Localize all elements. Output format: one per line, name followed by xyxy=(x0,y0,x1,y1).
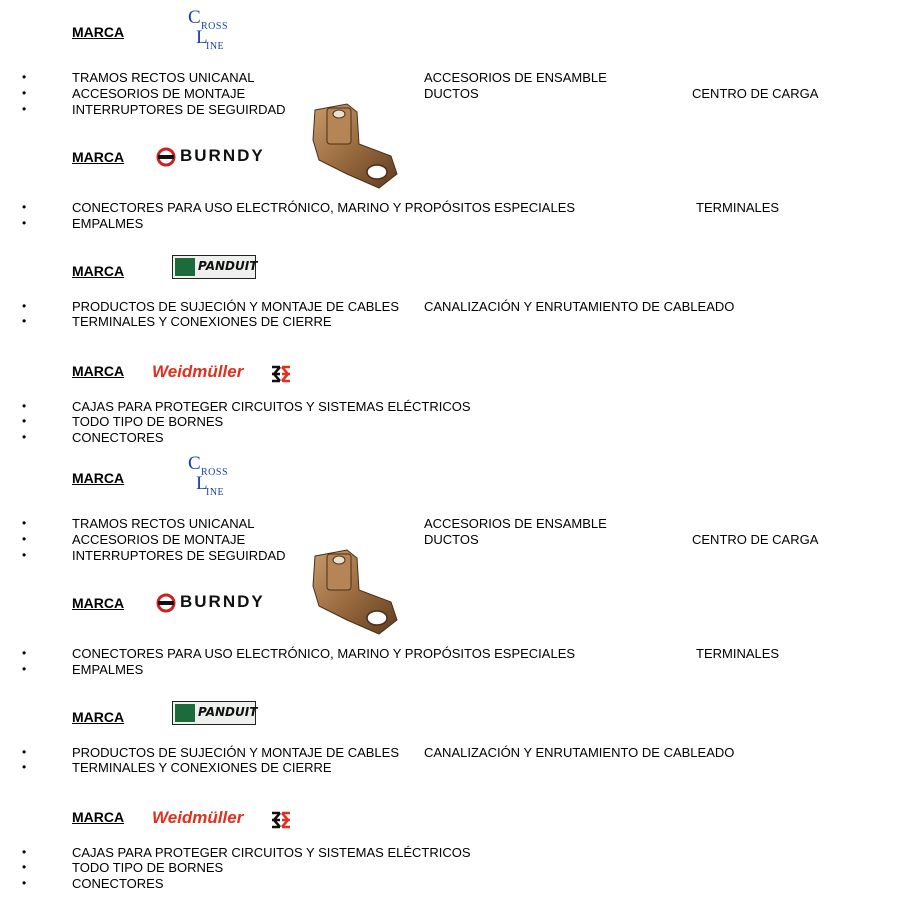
marca-label-burndy: MARCA xyxy=(72,149,125,165)
weidmuller-emblem-icon xyxy=(270,811,292,829)
crossline-logo-ross: ROSS xyxy=(201,21,229,32)
bullet: • xyxy=(22,86,27,100)
weidmuller-logo xyxy=(152,809,297,833)
bullet: • xyxy=(22,662,27,676)
list-item: DUCTOS xyxy=(424,532,479,547)
bullet: • xyxy=(22,646,27,660)
list-item: CAJAS PARA PROTEGER CIRCUITOS Y SISTEMAS ELÉCTRICOS xyxy=(72,399,471,414)
list-item: PRODUCTOS DE SUJECIÓN Y MONTAJE DE CABLES xyxy=(72,745,399,760)
bullet: • xyxy=(22,532,27,546)
burndy-emblem-icon xyxy=(156,147,176,167)
burndy-logo xyxy=(156,145,281,169)
marca-label-weidmuller: MARCA xyxy=(72,363,125,379)
bullet: • xyxy=(22,102,27,116)
list-item: CANALIZACIÓN Y ENRUTAMIENTO DE CABLEADO xyxy=(424,745,735,760)
list-item: DUCTOS xyxy=(424,86,479,101)
crossline-logo-ine: INE xyxy=(206,41,225,52)
panduit-logo xyxy=(172,255,256,279)
marca-label-panduit: MARCA xyxy=(72,709,125,725)
bullet: • xyxy=(22,299,27,313)
list-item: TODO TIPO DE BORNES xyxy=(72,414,224,429)
list-item: CAJAS PARA PROTEGER CIRCUITOS Y SISTEMAS ELÉCTRICOS xyxy=(72,845,471,860)
list-item: CONECTORES xyxy=(72,876,164,891)
bullet: • xyxy=(22,745,27,759)
marca-label-panduit: MARCA xyxy=(72,263,125,279)
bullet: • xyxy=(22,430,27,444)
bullet: • xyxy=(22,200,27,214)
list-item: CONECTORES PARA USO ELECTRÓNICO, MARINO Y PROPÓSITOS ESPECIALES xyxy=(72,646,576,661)
list-item: TERMINALES xyxy=(696,200,780,215)
list-item: INTERRUPTORES DE SEGUIRDAD xyxy=(72,102,286,117)
marca-label-burndy: MARCA xyxy=(72,595,125,611)
list-item: CONECTORES xyxy=(72,430,164,445)
crossline-logo-ross: ROSS xyxy=(201,467,229,478)
copper-lug-image xyxy=(307,546,399,638)
bullet: • xyxy=(22,516,27,530)
list-item: EMPALMES xyxy=(72,216,144,231)
list-item: ACCESORIOS DE MONTAJE xyxy=(72,532,246,547)
list-item: CANALIZACIÓN Y ENRUTAMIENTO DE CABLEADO xyxy=(424,299,735,314)
list-item: TRAMOS RECTOS UNICANAL xyxy=(72,516,255,531)
list-item: ACCESORIOS DE ENSAMBLE xyxy=(424,70,607,85)
list-item: ACCESORIOS DE MONTAJE xyxy=(72,86,246,101)
bullet: • xyxy=(22,70,27,84)
crossline-logo xyxy=(188,7,248,52)
copper-lug-image xyxy=(307,100,399,192)
list-item: CENTRO DE CARGA xyxy=(692,86,819,101)
panduit-wordmark: PANDUIT xyxy=(198,259,258,273)
list-item: INTERRUPTORES DE SEGUIRDAD xyxy=(72,548,286,563)
bullet: • xyxy=(22,399,27,413)
panduit-emblem-icon xyxy=(175,704,195,722)
burndy-emblem-icon xyxy=(156,593,176,613)
list-item: EMPALMES xyxy=(72,662,144,677)
bullet: • xyxy=(22,548,27,562)
weidmuller-emblem-icon xyxy=(270,365,292,383)
crossline-logo-c: C xyxy=(188,7,201,28)
bullet: • xyxy=(22,760,27,774)
list-item: TERMINALES Y CONEXIONES DE CIERRE xyxy=(72,760,332,775)
list-item: TERMINALES Y CONEXIONES DE CIERRE xyxy=(72,314,332,329)
weidmuller-logo xyxy=(152,363,297,387)
marca-label-crossline: MARCA xyxy=(72,24,125,40)
burndy-wordmark: BURNDY xyxy=(180,146,265,165)
bullet: • xyxy=(22,414,27,428)
weidmuller-wordmark: Weidmüller xyxy=(152,362,244,381)
marca-label-crossline: MARCA xyxy=(72,470,125,486)
bullet: • xyxy=(22,860,27,874)
bullet: • xyxy=(22,876,27,890)
bullet: • xyxy=(22,845,27,859)
crossline-logo-ine: INE xyxy=(206,487,225,498)
list-item: TRAMOS RECTOS UNICANAL xyxy=(72,70,255,85)
crossline-logo-l: L xyxy=(196,27,208,48)
crossline-logo-c: C xyxy=(188,453,201,474)
bullet: • xyxy=(22,314,27,328)
burndy-wordmark: BURNDY xyxy=(180,592,265,611)
bullet: • xyxy=(22,216,27,230)
list-item: PRODUCTOS DE SUJECIÓN Y MONTAJE DE CABLES xyxy=(72,299,399,314)
crossline-logo xyxy=(188,453,248,498)
marca-label-weidmuller: MARCA xyxy=(72,809,125,825)
panduit-emblem-icon xyxy=(175,258,195,276)
list-item: CENTRO DE CARGA xyxy=(692,532,819,547)
weidmuller-wordmark: Weidmüller xyxy=(152,808,244,827)
crossline-logo-l: L xyxy=(196,473,208,494)
list-item: CONECTORES PARA USO ELECTRÓNICO, MARINO Y PROPÓSITOS ESPECIALES xyxy=(72,200,576,215)
list-item: TODO TIPO DE BORNES xyxy=(72,860,224,875)
burndy-logo xyxy=(156,591,281,615)
panduit-logo xyxy=(172,701,256,725)
list-item: TERMINALES xyxy=(696,646,780,661)
panduit-wordmark: PANDUIT xyxy=(198,705,258,719)
list-item: ACCESORIOS DE ENSAMBLE xyxy=(424,516,607,531)
